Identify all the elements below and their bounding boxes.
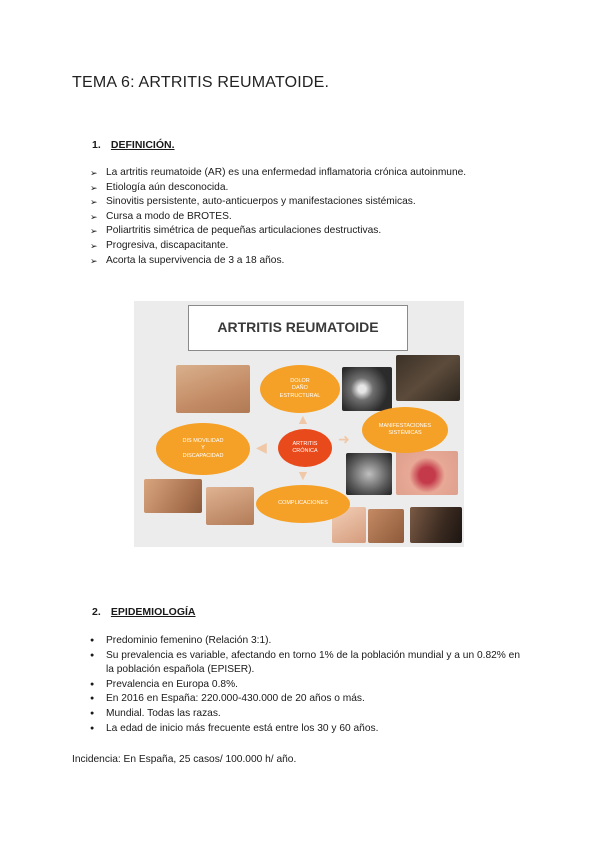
oval-discapacidad xyxy=(156,423,250,475)
diagram-title: ARTRITIS REUMATOIDE xyxy=(217,319,379,335)
list-item: ● Predominio femenino (Relación 3:1). xyxy=(88,634,528,649)
section-heading-epidemiologia xyxy=(92,606,196,618)
deformed-hands-photo xyxy=(396,355,460,401)
arrow-left-icon: ◀ xyxy=(256,439,267,455)
arrow-right-icon: ➜ xyxy=(338,431,350,447)
oval-complicaciones-label: COMPLICACIONES xyxy=(278,500,328,507)
section-label: DEFINICIÓN. xyxy=(110,139,175,151)
hand-photo-right xyxy=(206,487,254,525)
nodules-photo xyxy=(368,509,404,543)
oval-manifestaciones xyxy=(362,407,448,453)
list-item: ➢ Sinovitis persistente, auto-anticuerpos y manifestaciones sistémicas. xyxy=(90,195,540,210)
list-item: ➢ Etiología aún desconocida. xyxy=(90,181,540,196)
oval-complicaciones xyxy=(256,485,350,523)
page-title: TEMA 6: ARTRITIS REUMATOIDE. xyxy=(72,74,330,91)
oval-manifestaciones-label: MANIFESTACIONES SISTÉMICAS xyxy=(378,422,432,436)
list-item: ● Mundial. Todas las razas. xyxy=(88,707,528,722)
oval-dolor-label: DOLOR DAÑO ESTRUCTURAL xyxy=(279,377,321,399)
list-item: ● En 2016 en España: 220.000-430.000 de 20 años o más. xyxy=(88,692,528,707)
section-label: EPIDEMIOLOGÍA xyxy=(110,606,196,618)
list-item: ➢ Acorta la supervivencia de 3 a 18 años. xyxy=(90,254,540,269)
arrow-up-icon: ▲ xyxy=(296,411,310,427)
list-item: ➢ Progresiva, discapacitante. xyxy=(90,239,540,254)
list-item: ● Su prevalencia es variable, afectando en torno 1% de la población mundial y a un 0.82% en la población española (EPISER). xyxy=(88,649,528,678)
chest-xray-photo xyxy=(346,453,392,495)
list-item: ● Prevalencia en Europa 0.8%. xyxy=(88,678,528,693)
section-heading-definicion xyxy=(92,139,175,151)
xray-photo xyxy=(342,367,392,411)
oval-dolor xyxy=(260,365,340,413)
arm-photo xyxy=(410,507,462,543)
diagram-title-box xyxy=(188,305,408,351)
list-item: ➢ Cursa a modo de BROTES. xyxy=(90,210,540,225)
epidemiology-list xyxy=(88,634,528,736)
section-number: 2. xyxy=(92,606,101,618)
arrow-down-icon: ▼ xyxy=(296,467,310,483)
oval-center-label: ARTRITIS CRÓNICA xyxy=(292,440,318,454)
list-item: ● La edad de inicio más frecuente está entre los 30 y 60 años. xyxy=(88,722,528,737)
hand-photo-left xyxy=(144,479,202,513)
definition-list xyxy=(90,166,540,268)
rheumatoid-arthritis-diagram xyxy=(134,301,464,547)
mouth-photo xyxy=(396,451,458,495)
oval-discapacidad-label: DIS MOVILIDAD Y DISCAPACIDAD xyxy=(182,437,224,459)
section-number: 1. xyxy=(92,139,101,151)
list-item: ➢ La artritis reumatoide (AR) es una enfermedad inflamatoria crónica autoinmune. xyxy=(90,166,540,181)
oval-center xyxy=(278,429,332,467)
incidence-text: Incidencia: En España, 25 casos/ 100.000 h/ año. xyxy=(72,754,297,765)
list-item: ➢ Poliartritis simétrica de pequeñas articulaciones destructivas. xyxy=(90,224,540,239)
hands-photo xyxy=(176,365,250,413)
